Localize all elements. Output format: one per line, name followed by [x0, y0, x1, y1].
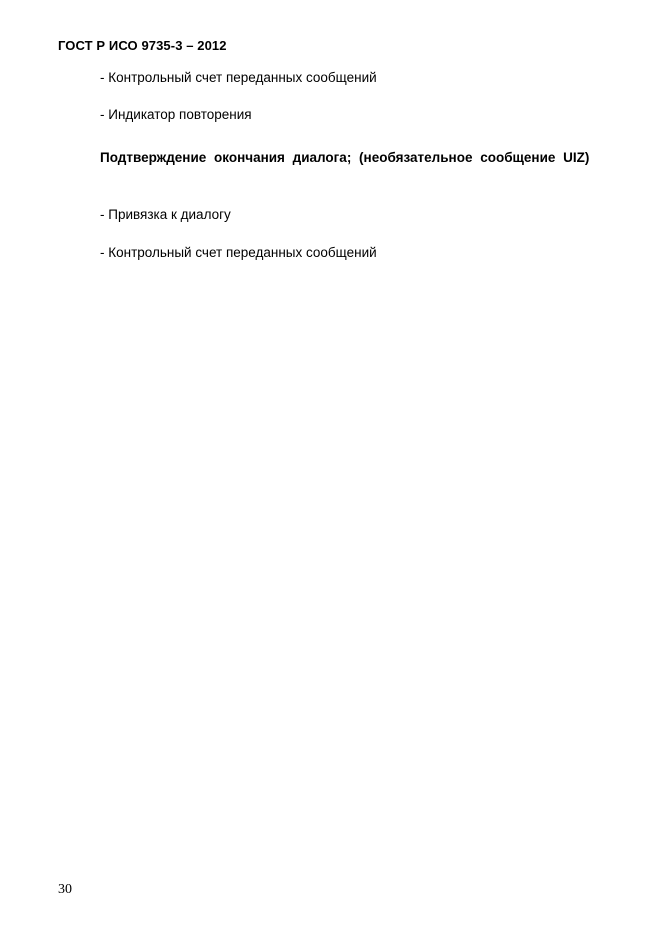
list-item: - Привязка к диалогу [100, 207, 231, 222]
page-number: 30 [58, 882, 72, 897]
list-item: - Контрольный счет переданных сообщений [100, 70, 377, 85]
list-item: - Контрольный счет переданных сообщений [100, 245, 377, 260]
list-item: - Индикатор повторения [100, 107, 252, 122]
document-header: ГОСТ Р ИСО 9735-3 – 2012 [58, 38, 227, 53]
section-heading: Подтверждение окончания диалога; (необязательное сообщение UIZ) [100, 150, 590, 165]
